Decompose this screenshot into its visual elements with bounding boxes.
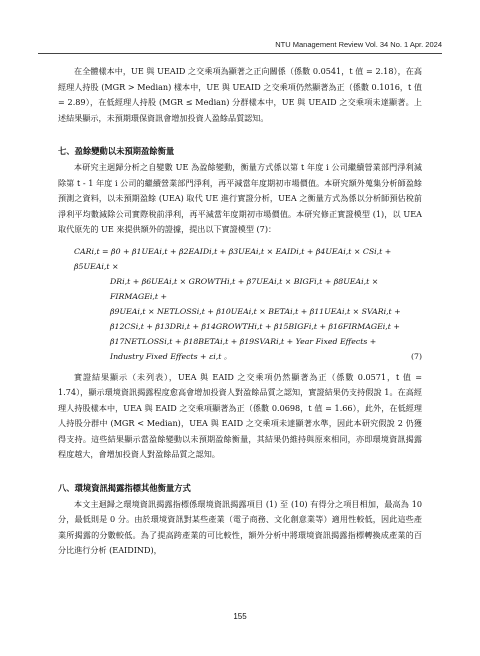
- equation-line: CARi,t = β0 + β1UEAi,t + β2EAIDi,t + β3UEAi,t × EAIDi,t + β4UEAi,t × CSi,t + β5UEAi,t ×: [74, 246, 392, 271]
- equation-number: (7): [410, 351, 422, 361]
- header-rule: [38, 53, 442, 54]
- equation-line: β9UEAi,t × NETLOSSi,t + β10UEAi,t × BETAi,t + β11UEAi,t × SVARi,t +: [110, 306, 401, 316]
- section-heading-8: 八、環境資訊揭露指標其他衡量方式: [58, 482, 191, 493]
- paragraph-unexpected-earnings: 本研究主迴歸分析之自變數 UE 為盈餘變動，衡量方式係以第 t 年度 i 公司繼續營業部門淨利減除第 t - 1 年度 i 公司的繼續營業部門淨利，再平減當年度期初市場價值。本研究額外蒐集分析師盈餘預測之資料，以未預期盈餘 (UEA) 取代 UE 進行實證分析，UEA 之衡量方式為係以分析師預估稅前淨利平均數減除公司實際稅前淨利，再平減當年度期初市場價值。本研究修正實證模型 (1)，以 UEA 取代原先的 UE 來提供額外的證據，提出以下實證模型 (7)：: [58, 162, 422, 234]
- page-content: [58, 64, 422, 559]
- paragraph-disclosure-index: 本文主迴歸之環境資訊揭露指標係環境資訊揭露項目 (1) 至 (10) 有得分之項目相加，最高為 10 分，最低則是 0 分。由於環境資訊對某些產業（電子商務、文化創意業等）適用性較低，因此這些產業所揭露的分數較低。為了提高跨產業的可比較性，額外分析中將環境資訊揭露指標轉換成產業的百分比進行分析 (EAIDIND)，: [58, 498, 422, 555]
- equation-line: DRi,t + β6UEAi,t × GROWTHi,t + β7UEAi,t × BIGFi,t + β8UEAi,t × FIRMAGEi,t +: [110, 276, 379, 301]
- equation-line: β12CSi,t + β13DRi,t + β14GROWTHi,t + β15BIGFi,t + β16FIRMAGEi,t +: [110, 321, 400, 331]
- equation-line: β17NETLOSSi,t + β18BETAi,t + β19SVARi,t + Year Fixed Effects +: [110, 336, 377, 346]
- equation-line: Industry Fixed Effects + εi,t 。: [110, 351, 232, 361]
- equation-7: [74, 244, 422, 364]
- page-number: 155: [233, 612, 247, 621]
- section-heading-7: 七、盈餘變動以未預期盈餘衡量: [58, 146, 175, 156]
- paragraph-results-ueaid: 在全體樣本中，UE 與 UEAID 之交乘項為顯著之正向關係（係數 0.0541，t 值 = 2.18），在高經理人持股 (MGR > Median) 樣本中，UE 與 UEAID 之交乘項仍然顯著為正（係數 0.1016，t 值 = 2.89），在低經理人持股 (MGR ≤ Median) 分群樣本中，UE 與 UEAID 之交乘項未達顯著。上述結果顯示，未預期環保資訊會增加投資人盈餘品質認知。: [58, 66, 422, 123]
- journal-header: NTU Management Review Vol. 34 No. 1 Apr. 2024: [275, 40, 442, 49]
- paragraph-empirical-results: 實證結果顯示（未列表），UEA 與 EAID 之交乘項仍然顯著為正（係數 0.0571，t 值 = 1.74），顯示環境資訊揭露程度愈高會增加投資人對盈餘品質之認知，實證結果仍支持假說 1。在高經理人持股樣本中，UEA 與 EAID 之交乘項顯著為正（係數 0.0698，t 值 = 1.66），此外，在低經理人持股分群中 (MGR < Median)，UEA 與 EAID 之交乘項未達顯著水準，因此本研究假說 2 仍獲得支持。這些結果顯示當盈餘變動以未預期盈餘衡量，其結果仍維持與原來相同，亦即環境資訊揭露程度越大，會增加投資人對盈餘品質之認知。: [58, 371, 422, 459]
